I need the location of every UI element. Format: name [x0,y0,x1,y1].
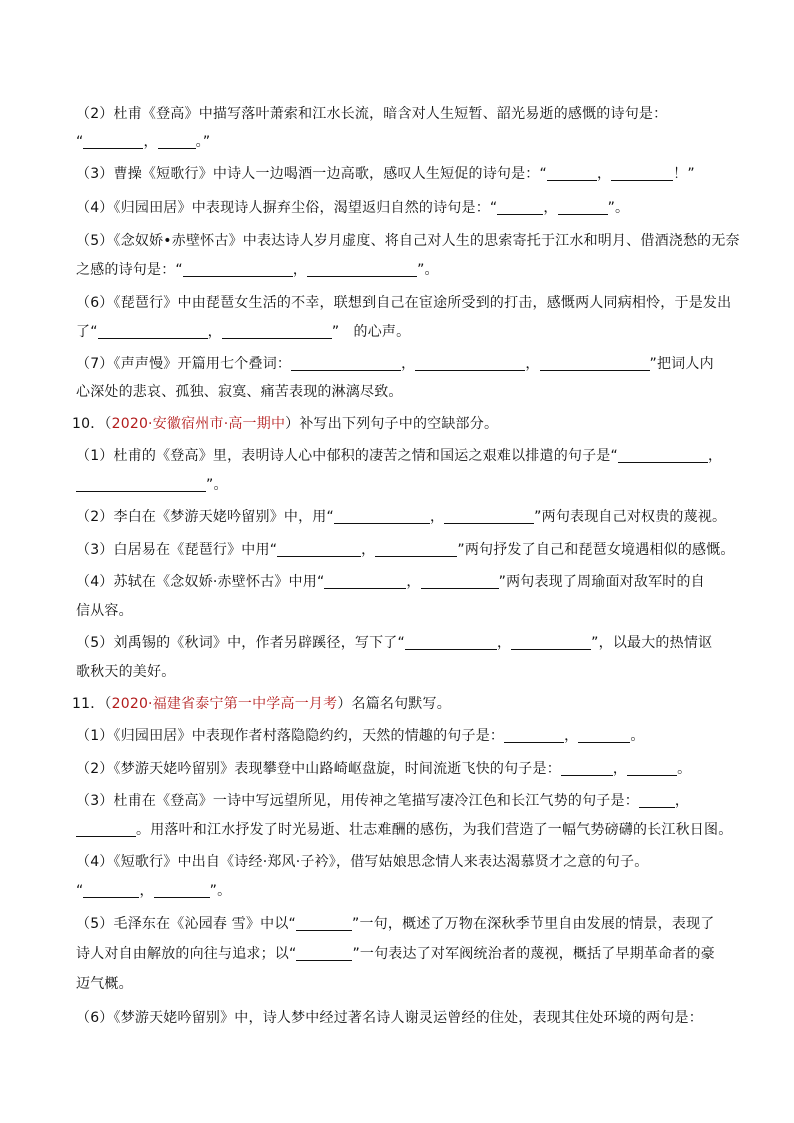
question-source: 2020·福建省泰宁第一中学高一月考 [111,696,338,712]
question-line: （5）刘禹锡的《秋词》中，作者另辟蹊径，写下了“ ， ”，以最大的热情讴 [76,635,713,651]
question-line: 了“ ， ” 的心声。 [76,324,411,340]
question-line: （4）苏轼在《念奴娇·赤壁怀古》中用“ ， ”两句表现了周瑜面对敌军时的自 [76,574,705,590]
answer-blank[interactable] [83,134,143,149]
question-line [76,231,740,251]
answer-blank[interactable] [547,166,597,181]
answer-blank[interactable] [627,761,677,776]
answer-blank[interactable] [618,448,708,463]
question-source: 2020·安徽宿州市·高一期中 [111,416,286,432]
question-line: ”。 [76,475,228,495]
answer-blank[interactable] [222,324,332,339]
question-heading: 10．（2020·安徽宿州市·高一期中）补写出下列句子中的空缺部分。 [72,416,499,432]
answer-blank[interactable] [76,822,136,837]
question-line: （6）《梦游天姥吟留别》中，诗人梦中经过著名诗人谢灵运曾经的住处，表现其住处环境的两句是： [76,1010,703,1026]
answer-blank[interactable] [405,635,497,650]
question-line: 心深处的悲哀、孤独、寂寞、痛苦表现的淋漓尽致。 [76,384,403,400]
answer-blank[interactable] [158,134,196,149]
answer-blank[interactable] [183,262,293,277]
question-line: （1）杜甫的《登高》里，表明诗人心中郁积的凄苦之情和国运之艰难以排遣的句子是“ ， [76,448,723,464]
answer-blank[interactable] [375,542,457,557]
answer-blank[interactable] [334,509,430,524]
question-line: 歌秋天的美好。 [76,664,176,680]
question-line: （3）白居易在《琵琶行》中用“ ， ”两句抒发了自己和琵琶女境遇相似的感慨。 [76,542,735,558]
answer-blank[interactable] [497,200,543,215]
question-text: （6）《琵琶行》中由琵琶女生活的不幸，联想到自己在宦途所受到的打击，感慨两人同病相怜，于是发出 [76,295,732,311]
question-line: （2）李白在《梦游天姥吟留别》中，用“ ， ”两句表现自己对权贵的蔑视。 [76,509,727,525]
question-line [76,293,731,313]
answer-blank[interactable] [277,542,361,557]
question-line: 。用落叶和江水抒发了时光易逝、壮志难酬的感伤，为我们营造了一幅气势磅礴的长江秋日图。 [76,820,732,840]
answer-blank[interactable] [98,324,208,339]
answer-blank[interactable] [639,793,675,808]
question-line: （4）《归园田居》中表现诗人摒弃尘俗，渴望返归自然的诗句是：“ ， ”。 [76,200,630,216]
question-line: （5）毛泽东在《沁园春 雪》中以“ ”一句，概述了万物在深秋季节里自由发展的情景，表现了 [76,916,715,932]
question-line: （7）《声声慢》开篇用七个叠词： ， ， ”把词人内 [76,356,714,372]
question-text: （4）《归园田居》中表现诗人摒弃尘俗，渴望返归自然的诗句是：“ [76,200,498,216]
answer-blank[interactable] [296,916,352,931]
question-line: 信从容。 [76,603,133,619]
answer-blank[interactable] [296,946,352,961]
question-line: 迈气概。 [76,976,133,992]
question-line: “ ， ”。 [76,883,232,899]
question-line: （3）曹操《短歌行》中诗人一边喝酒一边高歌，感叹人生短促的诗句是：“ ， ！” [76,166,695,182]
question-text: （3）曹操《短歌行》中诗人一边喝酒一边高歌，感叹人生短促的诗句是：“ [76,166,547,182]
answer-blank[interactable] [83,883,139,898]
answer-blank[interactable] [561,761,613,776]
answer-blank[interactable] [415,356,525,371]
answer-blank[interactable] [511,635,591,650]
question-line: “ ， 。” [76,134,211,150]
answer-blank[interactable] [324,574,406,589]
answer-blank[interactable] [444,509,534,524]
question-line: 之感的诗句是：“ ， ”。 [76,262,439,278]
question-heading: 11．（2020·福建省泰宁第一中学高一月考）名篇名句默写。 [72,696,451,712]
question-line: （2）《梦游天姥吟留别》表现攀登中山路崎岖盘旋，时间流逝飞快的句子是： ， 。 [76,761,692,777]
answer-blank[interactable] [578,728,630,743]
question-line: 诗人对自由解放的向往与追求；以“ ”一句表达了对军阀统治者的蔑视，概括了早期革命者的豪 [76,946,715,962]
answer-blank[interactable] [76,477,206,492]
answer-blank[interactable] [504,728,564,743]
question-line: （1）《归园田居》中表现作者村落隐隐约约，天然的情趣的句子是： ， 。 [76,728,645,744]
answer-blank[interactable] [558,200,608,215]
answer-blank[interactable] [307,262,417,277]
answer-blank[interactable] [421,574,499,589]
question-text: （2）杜甫《登高》中描写落叶萧索和江水长流，暗含对人生短暂、韶光易逝的感慨的诗句是： [76,106,668,122]
question-line: （3）杜甫在《登高》一诗中写远望所见，用传神之笔描写凄冷江色和长江气势的句子是： ， [76,793,690,809]
question-line [76,104,667,124]
answer-blank[interactable] [540,356,650,371]
answer-blank[interactable] [611,166,673,181]
question-text: （5）《念奴娇•赤壁怀古》中表达诗人岁月虚度、将自己对人生的思索寄托于江水和明月、借酒浇愁的无奈 [76,233,740,249]
question-line: （4）《短歌行》中出自《诗经·郑风·子衿》，借写姑娘思念情人来表达渴慕贤才之意的句子。 [76,854,649,870]
answer-blank[interactable] [154,883,210,898]
answer-blank[interactable] [291,356,401,371]
